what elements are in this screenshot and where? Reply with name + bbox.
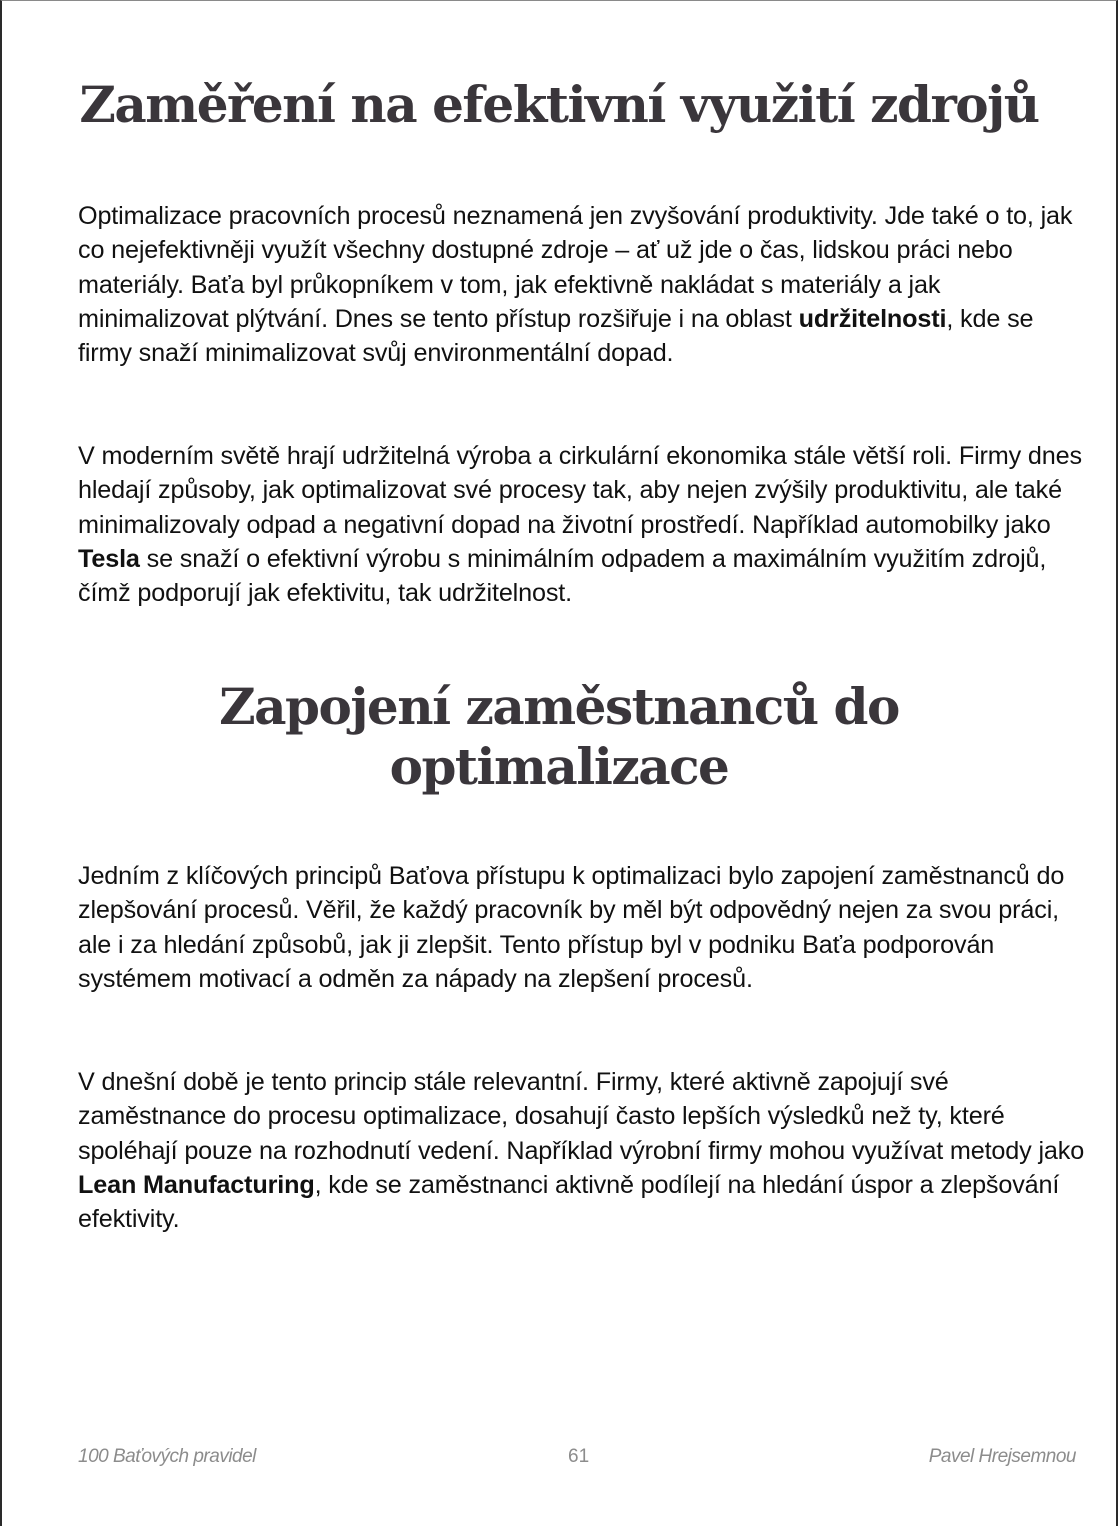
section-heading-employees <box>142 677 976 797</box>
section-heading-resources: Zaměření na efektivní využití zdrojů <box>79 75 1039 134</box>
emphasis-lean-manufacturing: Lean Manufacturing <box>78 1170 315 1199</box>
paragraph-resources-2 <box>78 439 1088 610</box>
page-footer <box>78 1446 1076 1472</box>
heading-line: Zapojení zaměstnanců do <box>219 677 899 736</box>
paragraph-employees-1 <box>78 859 1088 996</box>
footer-author: Pavel Hrejsemnou <box>928 1446 1076 1467</box>
paragraph-resources-1 <box>78 199 1088 370</box>
text-run: V moderním světě hrají udržitelná výroba a cirkulární ekonomika stále větší roli. Firmy dnes hledají způsoby, jak optimalizovat své procesy tak, aby nejen zvýšily produktivitu, ale také minimalizovaly odpad a negativní dopad na životní prostředí. Například automobilky jako <box>78 442 1082 539</box>
text-run: Optimalizace pracovních procesů neznamená jen zvyšování produktivity. Jde také o to, jak co nejefektivněji využít všechny dostupné zdroje – ať už jde o čas, lidskou práci nebo materiály. Baťa byl průkopníkem v tom, jak efektivně nakládat s materiály a jak minimalizovat plýtvání. Dnes se tento přístup rozšiřuje i na oblast <box>78 202 1073 333</box>
text-run: V dnešní době je tento princip stále relevantní. Firmy, které aktivně zapojují své zaměstnance do procesu optimalizace, dosahují často lepších výsledků než ty, které spoléhají pouze na rozhodnutí vedení. Například výrobní firmy mohou využívat metody jako <box>78 1068 1085 1165</box>
text-run: , kde se firmy snaží minimalizovat svůj environmentální dopad. <box>78 304 1034 368</box>
text-run: , kde se zaměstnanci aktivně podílejí na hledání úspor a zlepšování efektivity. <box>78 1170 1060 1234</box>
heading-line: optimalizace <box>389 737 729 796</box>
paragraph-employees-2 <box>78 1065 1088 1236</box>
emphasis-sustainability: udržitelnosti <box>798 304 947 333</box>
text-run: Jedním z klíčových principů Baťova přístupu k optimalizaci bylo zapojení zaměstnanců do zlepšování procesů. Věřil, že každý pracovník by měl být odpovědný nejen za svou práci, ale i za hledání způsobů, jak ji zlepšit. Tento přístup byl v podniku Baťa podporován systémem motivací a odměn za nápady na zlepšení procesů. <box>78 862 1065 993</box>
footer-book-title: 100 Baťových pravidel <box>78 1446 256 1467</box>
footer-page-number: 61 <box>568 1446 590 1467</box>
text-run: se snaží o efektivní výrobu s minimálním odpadem a maximálním využitím zdrojů, čímž podporují jak efektivitu, tak udržitelnost. <box>78 544 1047 608</box>
emphasis-tesla: Tesla <box>78 544 140 573</box>
